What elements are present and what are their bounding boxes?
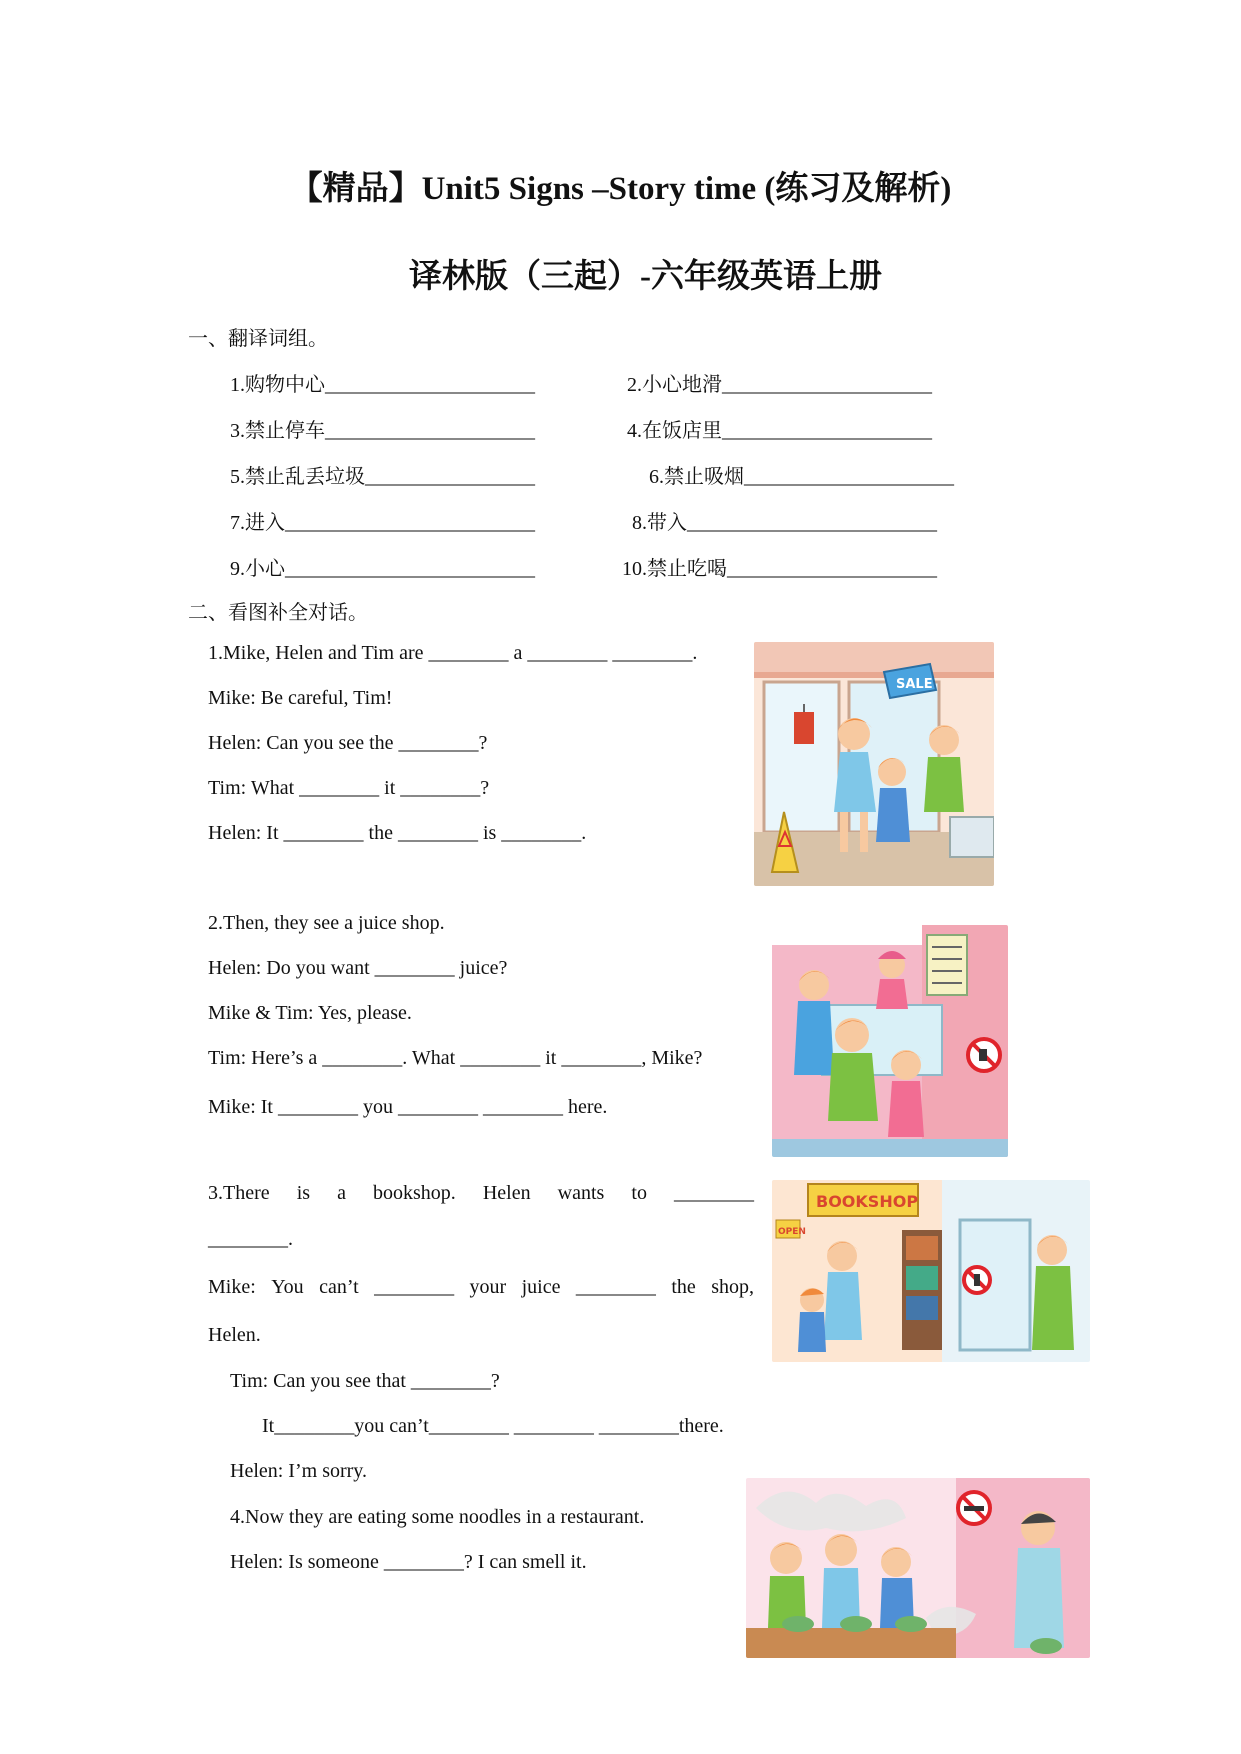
sale-sign-text: SALE xyxy=(896,677,933,692)
list-item: 3.禁止停车_____________________ xyxy=(230,420,535,442)
shopping-centre-illustration xyxy=(754,642,994,886)
document-title: 【精品】Unit5 Signs –Story time (练习及解析) xyxy=(289,171,952,207)
word: is xyxy=(296,1182,311,1204)
list-item: 9.小心_________________________ xyxy=(230,558,535,580)
word: ________ xyxy=(374,1276,455,1298)
question-line-justified xyxy=(208,1182,754,1205)
question-line: Tim: Here’s a ________. What ________ it ________, Mike? xyxy=(208,1047,703,1069)
document-subtitle: 译林版（三起）-六年级英语上册 xyxy=(409,259,882,295)
bookshop-illustration xyxy=(772,1180,1090,1362)
question-line: Mike: It ________ you ________ ________ here. xyxy=(208,1096,608,1118)
question-line: Helen. xyxy=(208,1324,261,1346)
question-line: Helen: Is someone ________? I can smell it. xyxy=(230,1551,587,1573)
question-line: 1.Mike, Helen and Tim are ________ a ________ ________. xyxy=(208,642,698,664)
list-item: 4.在饭店里_____________________ xyxy=(627,420,932,442)
word: ________ xyxy=(575,1276,656,1298)
restaurant-illustration xyxy=(746,1478,1090,1658)
question-line: Helen: Do you want ________ juice? xyxy=(208,957,508,979)
list-item: 1.购物中心_____________________ xyxy=(230,374,535,396)
section2-heading: 二、看图补全对话。 xyxy=(188,602,368,624)
list-item: 2.小心地滑_____________________ xyxy=(627,374,932,396)
list-item: 5.禁止乱丢垃圾_________________ xyxy=(230,466,535,488)
list-item: 8.带入_________________________ xyxy=(632,512,937,534)
word: 3.There xyxy=(208,1182,270,1204)
question-line: ________. xyxy=(208,1228,293,1250)
section1-heading: 一、翻译词组。 xyxy=(188,328,328,350)
question-line-justified xyxy=(208,1276,754,1299)
question-line: Helen: Can you see the ________? xyxy=(208,732,488,754)
word: Helen xyxy=(482,1182,531,1204)
question-line: Helen: I’m sorry. xyxy=(230,1460,367,1482)
bookshop-sign-text: BOOKSHOP xyxy=(816,1192,919,1211)
word: Mike: xyxy=(208,1276,256,1298)
question-line: 2.Then, they see a juice shop. xyxy=(208,912,445,934)
word: your xyxy=(469,1276,507,1298)
list-item: 6.禁止吸烟_____________________ xyxy=(649,466,954,488)
list-item: 10.禁止吃喝_____________________ xyxy=(622,558,937,580)
word: a xyxy=(337,1182,346,1204)
word: ________ xyxy=(674,1182,754,1204)
question-line: Mike: Be careful, Tim! xyxy=(208,687,393,709)
word: juice xyxy=(521,1276,561,1298)
open-sign-text: OPEN xyxy=(778,1227,806,1237)
question-line: Helen: It ________ the ________ is ________. xyxy=(208,822,587,844)
word: wants xyxy=(557,1182,605,1204)
list-item: 7.进入_________________________ xyxy=(230,512,535,534)
question-line: Mike & Tim: Yes, please. xyxy=(208,1002,412,1024)
question-line: Tim: What ________ it ________? xyxy=(208,777,490,799)
word: to xyxy=(631,1182,647,1204)
question-line: Tim: Can you see that ________? xyxy=(230,1370,500,1392)
question-line: It________you can’t________ ________ ________there. xyxy=(262,1415,724,1437)
question-line: 4.Now they are eating some noodles in a restaurant. xyxy=(230,1506,645,1528)
word: can’t xyxy=(319,1276,359,1298)
word: shop, xyxy=(711,1276,754,1298)
word: You xyxy=(271,1276,304,1298)
juice-shop-illustration xyxy=(772,925,1008,1157)
word: bookshop. xyxy=(373,1182,456,1204)
word: the xyxy=(671,1276,696,1298)
